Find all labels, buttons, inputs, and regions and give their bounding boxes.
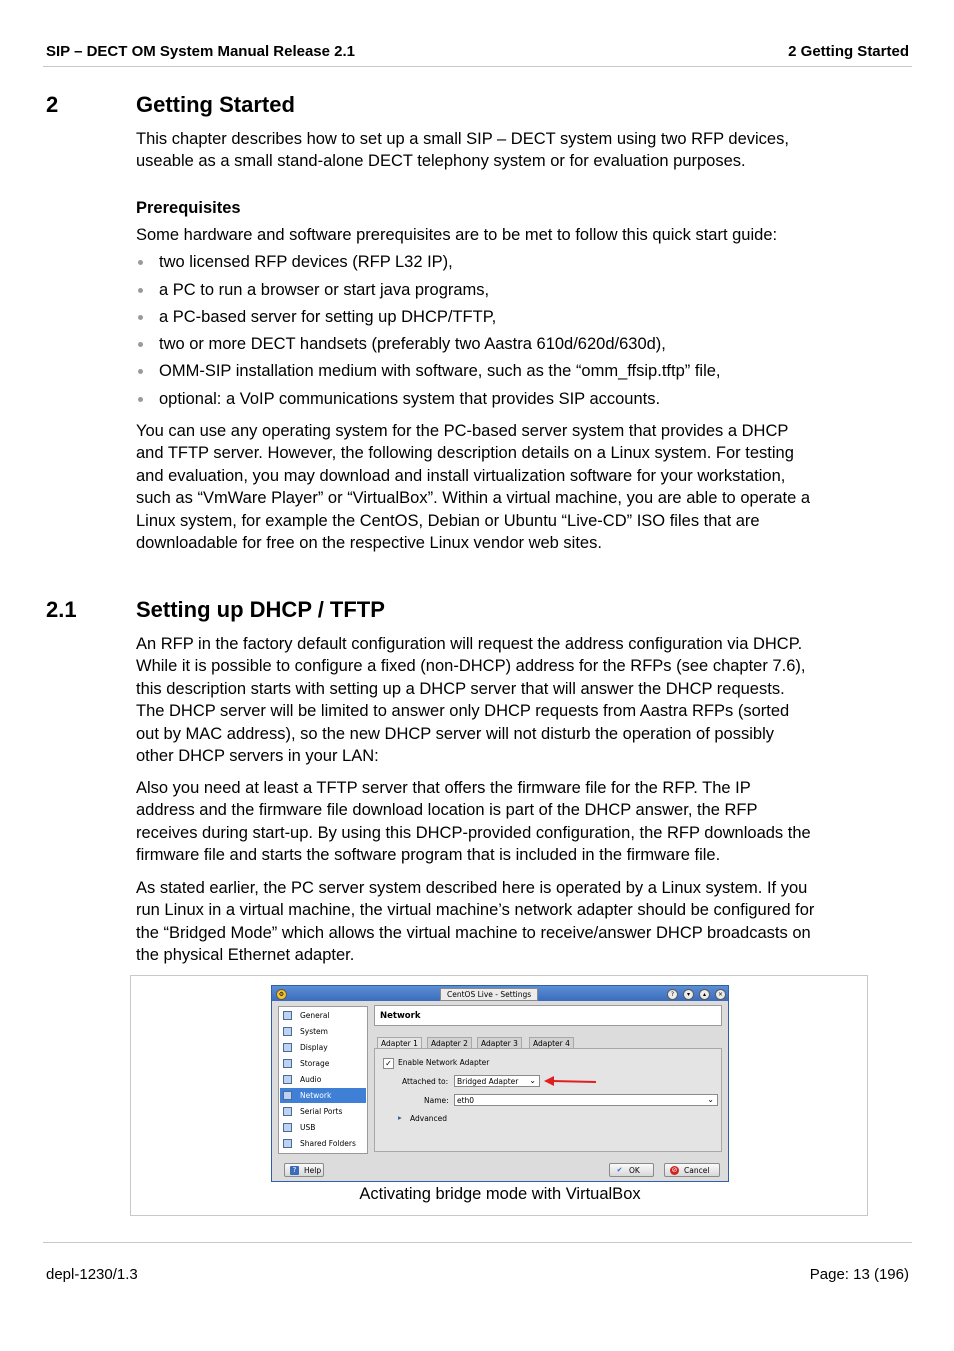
virtualbox-settings-dialog xyxy=(271,985,729,1182)
text-line: This chapter describes how to set up a small SIP – DECT system using two RFP devices, xyxy=(136,130,789,148)
tab-adapter-4[interactable]: Adapter 4 xyxy=(529,1037,574,1050)
cancel-button[interactable]: ⊘ Cancel xyxy=(664,1163,720,1177)
page-number: Page: 13 (196) xyxy=(809,1266,909,1283)
system-icon xyxy=(283,1027,292,1036)
text-line: the “Bridged Mode” which allows the virtual machine to receive/answer DHCP broadcasts on xyxy=(136,923,811,942)
text-line: other DHCP servers in your LAN: xyxy=(136,747,379,766)
sidebar-item-serial-ports[interactable]: Serial Ports xyxy=(280,1104,366,1119)
prerequisites-heading: Prerequisites xyxy=(136,199,241,217)
text-line: The DHCP server will be limited to answer only DHCP requests from Aastra RFPs (sorted xyxy=(136,702,790,721)
minimize-icon[interactable]: ▾ xyxy=(683,989,694,1000)
footer-rule xyxy=(43,1242,912,1243)
text-line: out by MAC address), so the new DHCP server will not disturb the operation of possibly xyxy=(136,724,774,743)
intro-paragraph xyxy=(136,128,871,173)
ok-check-icon: ✔ xyxy=(616,1166,623,1174)
chevron-down-icon: ⌄ xyxy=(707,1095,714,1104)
sidebar-item-usb[interactable]: USB xyxy=(280,1120,366,1135)
serial-port-icon xyxy=(283,1107,292,1116)
app-icon: ⚙ xyxy=(276,989,287,1000)
tab-adapter-3[interactable]: Adapter 3 xyxy=(477,1037,522,1050)
advanced-toggle-icon[interactable]: ▸ xyxy=(398,1113,402,1122)
text-line: and evaluation, you may download and install virtualization software for your workstation, xyxy=(136,466,786,485)
tab-adapter-1[interactable]: Adapter 1 xyxy=(377,1037,422,1050)
text-line: receives during start-up. By using this DHCP-provided configuration, the RFP downloads the xyxy=(136,823,811,842)
audio-icon xyxy=(283,1075,292,1084)
settings-sidebar xyxy=(278,1006,368,1154)
red-arrow-icon xyxy=(542,1074,598,1088)
os-paragraph xyxy=(136,420,871,554)
text-line: As stated earlier, the PC server system described here is operated by a Linux system. If you xyxy=(136,879,808,897)
prerequisites-intro: Some hardware and software prerequisites are to be met to follow this quick start guide: xyxy=(136,226,778,244)
figure-caption: Activating bridge mode with VirtualBox xyxy=(359,1185,641,1203)
text-line: useable as a small stand-alone DECT telephony system or for evaluation purposes. xyxy=(136,152,746,171)
sidebar-item-shared-folders[interactable]: Shared Folders xyxy=(280,1136,366,1151)
bullet-icon xyxy=(138,260,143,265)
advanced-label[interactable]: Advanced xyxy=(410,1114,448,1123)
display-icon xyxy=(283,1043,292,1052)
text-line: While it is possible to configure a fixed (non-DHCP) address for the RFPs (see chapter 7.6), xyxy=(136,657,806,676)
bridged-mode-paragraph xyxy=(136,877,876,967)
ok-button[interactable]: ✔ OK xyxy=(609,1163,654,1177)
attached-to-label: Attached to: xyxy=(402,1077,449,1086)
dhcp-paragraph xyxy=(136,633,871,767)
help-icon[interactable]: ? xyxy=(667,989,678,1000)
text-line: run Linux in a virtual machine, the virtual machine’s network adapter should be configured for xyxy=(136,901,815,920)
document-id: depl-1230/1.3 xyxy=(46,1266,138,1283)
panel-title: Network xyxy=(374,1005,722,1026)
text-line: address and the firmware file download location is part of the DHCP answer, the RFP xyxy=(136,801,758,820)
text-line: this description starts with setting up a DHCP server that will answer the DHCP requests. xyxy=(136,679,785,698)
text-line: such as “VmWare Player” or “VirtualBox”. Within a virtual machine, you are able to operate a xyxy=(136,489,811,508)
folder-icon xyxy=(283,1139,292,1148)
subsection-number: 2.1 xyxy=(46,597,77,622)
bullet-icon xyxy=(138,397,143,402)
text-line: Linux system, for example the CentOS, Debian or Ubuntu “Live-CD” ISO files that are xyxy=(136,511,760,530)
tftp-paragraph xyxy=(136,777,871,867)
help-book-icon: ? xyxy=(290,1166,299,1175)
close-icon[interactable]: × xyxy=(715,989,726,1000)
help-button[interactable]: ? Help xyxy=(284,1163,324,1177)
sidebar-item-system[interactable]: System xyxy=(280,1024,366,1039)
attached-to-select[interactable]: Bridged Adapter ⌄ xyxy=(454,1075,540,1087)
checkmark-icon: ✓ xyxy=(385,1059,392,1068)
bullet-icon xyxy=(138,369,143,374)
name-label: Name: xyxy=(424,1096,449,1105)
sidebar-item-network[interactable]: Network xyxy=(280,1088,366,1103)
sidebar-item-general[interactable]: General xyxy=(280,1008,366,1023)
header-rule xyxy=(43,66,912,67)
dialog-titlebar xyxy=(272,986,728,1001)
text-line: You can use any operating system for the PC-based server system that provides a DHCP xyxy=(136,422,789,440)
sidebar-item-display[interactable]: Display xyxy=(280,1040,366,1055)
maximize-icon[interactable]: ▴ xyxy=(699,989,710,1000)
bullet-icon xyxy=(138,288,143,293)
text-line: the physical Ethernet adapter. xyxy=(136,946,355,965)
tab-adapter-2[interactable]: Adapter 2 xyxy=(427,1037,472,1050)
cancel-icon: ⊘ xyxy=(671,1166,678,1174)
dialog-title: CentOS Live - Settings xyxy=(440,988,538,1001)
section-title: Getting Started xyxy=(136,92,295,117)
bullet-icon xyxy=(138,315,143,320)
section-number: 2 xyxy=(46,92,59,117)
text-line: and TFTP server. However, the following description details on a Linux system. For testing xyxy=(136,444,794,463)
text-line: Also you need at least a TFTP server that offers the firmware file for the RFP. The IP xyxy=(136,779,751,797)
usb-icon xyxy=(283,1123,292,1132)
enable-adapter-checkbox[interactable] xyxy=(383,1058,394,1069)
general-icon xyxy=(283,1011,292,1020)
network-icon xyxy=(283,1091,292,1100)
name-select[interactable]: eth0 ⌄ xyxy=(454,1094,718,1106)
text-line: downloadable for free on the respective Linux vendor web sites. xyxy=(136,534,602,553)
enable-adapter-label: Enable Network Adapter xyxy=(398,1058,490,1067)
text-line: firmware file and starts the software program that is included in the firmware file. xyxy=(136,846,721,865)
running-header-title: SIP – DECT OM System Manual Release 2.1 xyxy=(46,43,356,60)
sidebar-item-audio[interactable]: Audio xyxy=(280,1072,366,1087)
bullet-icon xyxy=(138,342,143,347)
text-line: An RFP in the factory default configuration will request the address configuration via DHCP. xyxy=(136,635,803,653)
chevron-down-icon: ⌄ xyxy=(529,1076,536,1085)
running-header-chapter: 2 Getting Started xyxy=(788,43,909,60)
subsection-title: Setting up DHCP / TFTP xyxy=(136,597,385,622)
sidebar-item-storage[interactable]: Storage xyxy=(280,1056,366,1071)
storage-icon xyxy=(283,1059,292,1068)
